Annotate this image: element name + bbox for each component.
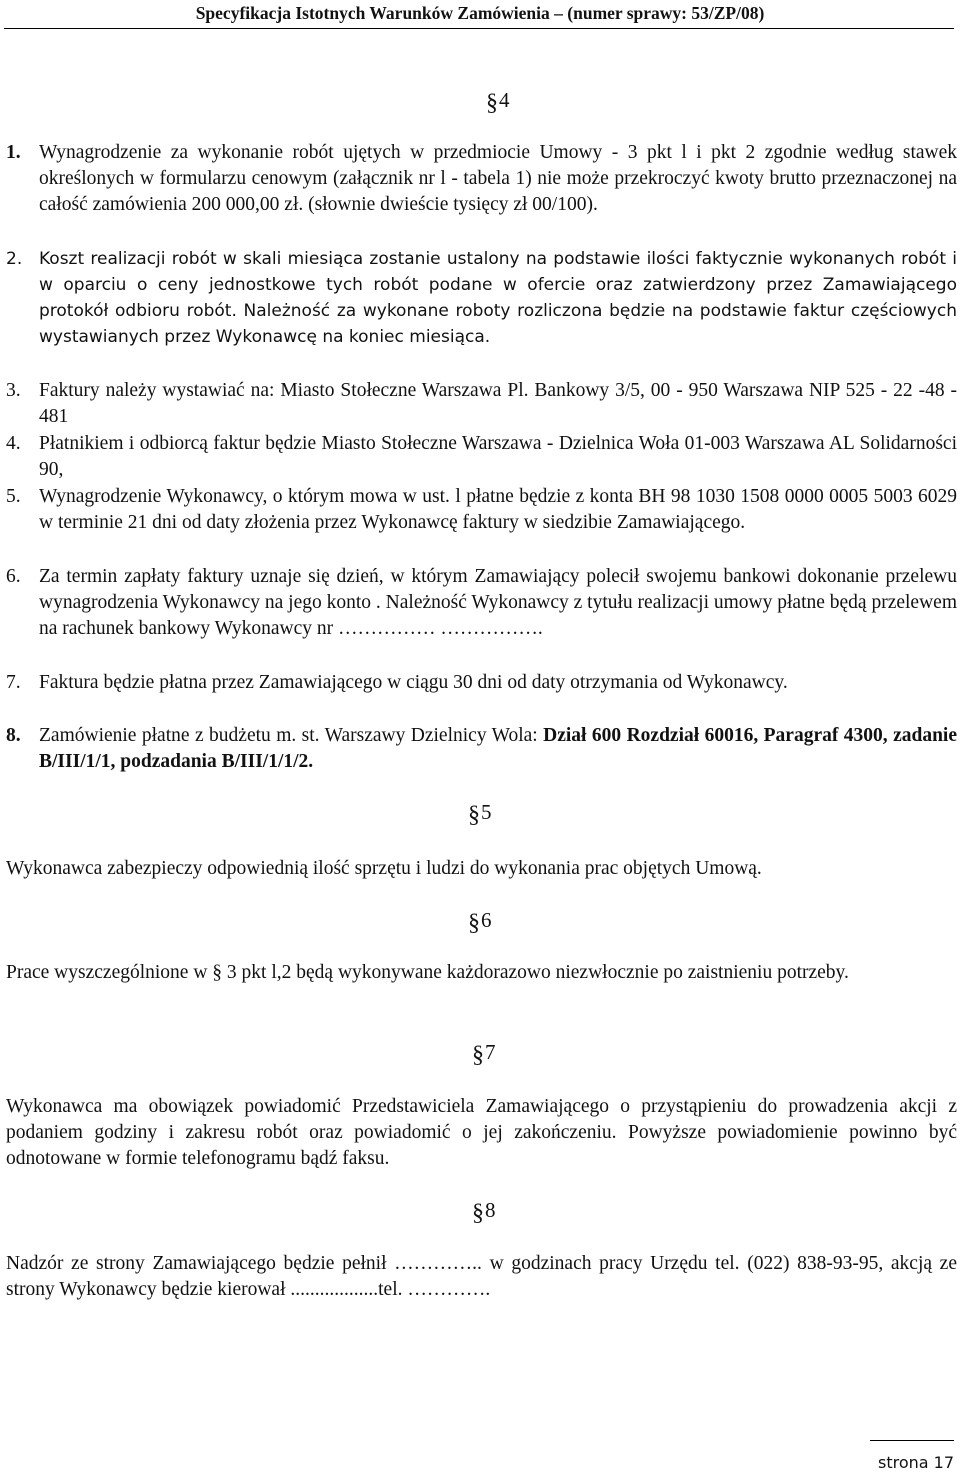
section-mark: § <box>468 910 480 936</box>
section-6-text: Prace wyszczególnione w § 3 pkt l,2 będą wykonywane każdorazowo niezwłocznie po zaistnieniu potrzeby. <box>6 962 849 983</box>
section-8-text: Nadzór ze strony Zamawiającego będzie pełnił ………….. w godzinach pracy Urzędu tel. (022) 838-93-95, akcją ze strony Wykonawcy będzie kierował ..................tel. …………. <box>6 1253 957 1300</box>
item-text: Wynagrodzenie Wykonawcy, o którym mowa w ust. l płatne będzie z konta BH 98 1030 1508 0000 0005 5003 6029 w terminie 21 dni od daty złożenia przez Wykonawcę faktury w siedzibie Zamawiającego. <box>39 486 957 533</box>
list-item <box>6 378 957 430</box>
section-number: 6 <box>481 908 492 932</box>
section-number: 7 <box>485 1040 496 1064</box>
list-item <box>6 670 957 696</box>
item-text: Wynagrodzenie za wykonanie robót ujętych w przedmiocie Umowy - 3 pkt l i pkt 2 zgodnie według stawek określonych w formularzu cenowym (załącznik nr l - tabela 1) nie może przekroczyć kwoty brutto przeznaczonej na całość zamówienia 200 000,00 zł. (słownie dwieście tysięcy zł 00/100). <box>39 142 957 215</box>
item-text: Faktury należy wystawiać na: Miasto Stołeczne Warszawa Pl. Bankowy 3/5, 00 - 950 Warszawa NIP 525 - 22 -48 - 481 <box>39 380 957 427</box>
item-text-bold: Dział 600 Rozdział 60016, Paragraf 4300, zadanie B/III/1/1, podzadania B/III/1/1/2. <box>39 725 957 772</box>
section-mark: § <box>486 90 498 116</box>
item-number: 3. <box>6 380 21 401</box>
item-text-plain: Zamówienie płatne z budżetu m. st. Warszawy Dzielnicy Wola: <box>39 725 544 746</box>
section-heading-5 <box>468 800 492 829</box>
item-number: 8. <box>6 725 21 746</box>
section-mark: § <box>472 1200 484 1226</box>
item-number: 1. <box>6 142 21 163</box>
document-header: Specyfikacja Istotnych Warunków Zamówienia – (numer sprawy: 53/ZP/08) <box>195 3 765 23</box>
item-number: 2. <box>6 249 23 269</box>
footer-divider <box>870 1440 954 1441</box>
section-heading-4 <box>486 88 510 117</box>
list-item <box>6 140 957 218</box>
section-number: 8 <box>485 1198 496 1222</box>
list-item <box>6 431 957 483</box>
list-item <box>6 564 957 642</box>
page-number: strona 17 <box>877 1453 954 1472</box>
section-heading-8 <box>472 1198 496 1227</box>
section-5-text: Wykonawca zabezpieczy odpowiednią ilość sprzętu i ludzi do wykonania prac objętych Umową. <box>6 858 762 879</box>
list-item <box>6 484 957 536</box>
item-number: 7. <box>6 672 21 693</box>
item-number: 5. <box>6 486 21 507</box>
list-item <box>6 723 957 775</box>
item-text: Płatnikiem i odbiorcą faktur będzie Miasto Stołeczne Warszawa - Dzielnica Woła 01-003 Warszawa AL Solidarności 90, <box>39 433 957 480</box>
item-text: Za termin zapłaty faktury uznaje się dzień, w którym Zamawiający polecił swojemu bankowi dokonanie przelewu wynagrodzenia Wykonawcy na jego konto . Należność Wykonawcy z tytułu realizacji umowy płatne będą przelewem na rachunek bankowy Wykonawcy nr …………… ……………. <box>39 566 957 639</box>
item-text <box>39 723 957 775</box>
section-mark: § <box>472 1042 484 1068</box>
list-item <box>6 246 957 350</box>
item-text: Faktura będzie płatna przez Zamawiającego w ciągu 30 dni od daty otrzymania od Wykonawcy. <box>39 672 788 693</box>
section-mark: § <box>468 802 480 828</box>
header-divider <box>4 28 954 29</box>
item-number: 4. <box>6 433 21 454</box>
item-text: Koszt realizacji robót w skali miesiąca zostanie ustalony na podstawie ilości faktycznie wykonanych robót i w oparciu o ceny jednostkowe tych robót podane w ofercie oraz zatwierdzony przez Zamawiającego protokół odbioru robót. Należność za wykonane roboty rozliczona będzie na podstawie faktur częściowych wystawianych przez Wykonawcę na koniec miesiąca. <box>39 249 957 347</box>
section-heading-7 <box>472 1040 496 1069</box>
section-number: 5 <box>481 800 492 824</box>
item-number: 6. <box>6 566 21 587</box>
section-heading-6 <box>468 908 492 937</box>
section-7-text: Wykonawca ma obowiązek powiadomić Przedstawiciela Zamawiającego o przystąpieniu do prowadzenia akcji z podaniem godziny i zakresu robót oraz powiadomić o jej zakończeniu. Powyższe powiadomienie powinno być odnotowane w formie telefonogramu bądź faksu. <box>6 1096 957 1169</box>
section-number: 4 <box>499 88 510 112</box>
